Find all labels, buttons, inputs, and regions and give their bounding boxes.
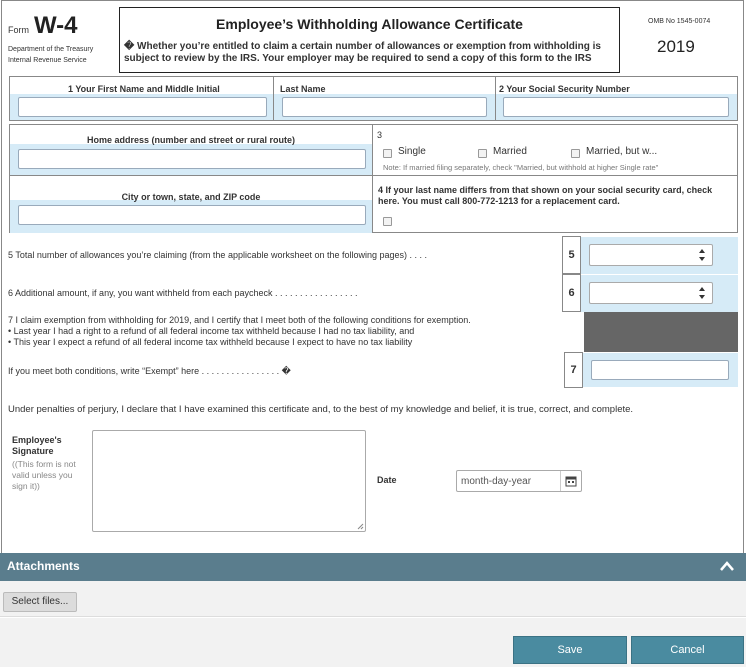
ssn-input[interactable] xyxy=(503,97,729,117)
divider xyxy=(273,77,274,120)
signature-note: ((This form is not valid unless you sign it)) xyxy=(12,459,76,491)
line7-line-c: • This year I expect a refund of all federal income tax withheld because I expect to have no tax liability xyxy=(8,337,413,347)
line7-gray-block xyxy=(584,312,738,352)
line7-line-a: 7 I claim exemption from withholding for 2019, and I certify that I meet both of the following conditions for exemption. xyxy=(8,315,471,325)
title-box xyxy=(119,7,620,73)
date-label: Date xyxy=(377,475,397,485)
date-input[interactable] xyxy=(456,470,582,492)
line6-number: 6 xyxy=(562,274,581,312)
last-name-differs-checkbox[interactable] xyxy=(383,217,392,226)
home-address-cell xyxy=(9,124,373,176)
perjury-statement: Under penalties of perjury, I declare that I have examined this certificate and, to the best of my knowledge and belief, it is true, correct, and complete. xyxy=(8,404,634,415)
city-cell xyxy=(9,175,373,233)
cancel-button[interactable]: Cancel xyxy=(631,636,744,664)
married-but-checkbox[interactable] xyxy=(571,149,580,158)
dept-line2: Internal Revenue Service xyxy=(8,57,87,64)
first-name-label: 1 Your First Name and Middle Initial xyxy=(68,84,220,94)
signature-label: Employee's Signature xyxy=(12,435,62,456)
calendar-icon[interactable] xyxy=(565,475,577,487)
city-input[interactable] xyxy=(18,205,366,225)
additional-amount-stepper[interactable] xyxy=(589,282,713,304)
line5-number: 5 xyxy=(562,236,581,274)
attachments-body xyxy=(0,581,746,617)
married-checkbox[interactable] xyxy=(478,149,487,158)
line7-text xyxy=(8,315,471,348)
form-word: Form xyxy=(8,25,29,35)
married-but-label: Married, but w... xyxy=(586,146,658,157)
date-placeholder: month-day-year xyxy=(461,476,532,487)
divider xyxy=(495,77,496,120)
last-name-differs-text: 4 If your last name differs from that shown on your social security card, check here. You must call 800-772-1213 for a replacement card. xyxy=(378,185,713,206)
signature-textarea[interactable] xyxy=(92,430,366,532)
home-address-input[interactable] xyxy=(18,149,366,169)
first-name-input[interactable] xyxy=(18,97,267,117)
w4-form xyxy=(1,0,744,553)
dept-line1: Department of the Treasury xyxy=(8,46,94,53)
last-name-label: Last Name xyxy=(280,84,326,94)
line7-line-b: • Last year I had a right to a refund of all federal income tax withheld because I had no tax liability, and xyxy=(8,326,415,336)
home-address-label: Home address (number and street or rural route) xyxy=(86,135,296,145)
divider xyxy=(560,471,561,491)
attachments-header[interactable] xyxy=(0,553,746,581)
stepper-arrows-icon[interactable] xyxy=(698,286,706,300)
name-row xyxy=(9,76,738,121)
save-button[interactable]: Save xyxy=(513,636,627,664)
stepper-arrows-icon[interactable] xyxy=(698,248,706,262)
city-label: City or town, state, and ZIP code xyxy=(121,192,261,202)
page-title: Employee’s Withholding Allowance Certificate xyxy=(216,16,523,32)
omb-number: OMB No 1545-0074 xyxy=(648,18,711,25)
filing-status-number: 3 xyxy=(377,130,383,140)
resize-handle-icon[interactable] xyxy=(357,523,364,530)
allowances-stepper[interactable] xyxy=(589,244,713,266)
single-checkbox[interactable] xyxy=(383,149,392,158)
filing-note: Note: If married filing separately, check "Married, but withhold at higher Single rate" xyxy=(383,163,659,172)
line6-text: 6 Additional amount, if any, you want withheld from each paycheck . . . . . . . . . . . . . . . . . xyxy=(8,288,358,298)
form-id: W-4 xyxy=(34,12,78,39)
attachments-title: Attachments xyxy=(7,559,80,573)
last-name-differs-cell xyxy=(372,175,738,233)
page-subtitle: � Whether you’re entitled to claim a certain number of allowances or exemption from withholding is subject to review by the IRS. Your employer may be required to send a copy of this form to the IRS xyxy=(124,41,601,64)
single-label: Single xyxy=(398,146,426,157)
tax-year: 2019 xyxy=(657,37,695,56)
chevron-up-icon[interactable] xyxy=(720,561,734,571)
line7-number: 7 xyxy=(564,352,583,388)
married-label: Married xyxy=(493,146,527,157)
ssn-label: 2 Your Social Security Number xyxy=(499,84,630,94)
select-files-button[interactable]: Select files... xyxy=(3,592,77,612)
last-name-input[interactable] xyxy=(282,97,487,117)
exempt-input[interactable] xyxy=(591,360,729,380)
filing-status-cell xyxy=(372,124,738,176)
line7-exempt-text: If you meet both conditions, write “Exempt” here . . . . . . . . . . . . . . . . � xyxy=(8,366,291,376)
line5-text: 5 Total number of allowances you’re claiming (from the applicable worksheet on the following pages) . . . . xyxy=(8,250,428,260)
